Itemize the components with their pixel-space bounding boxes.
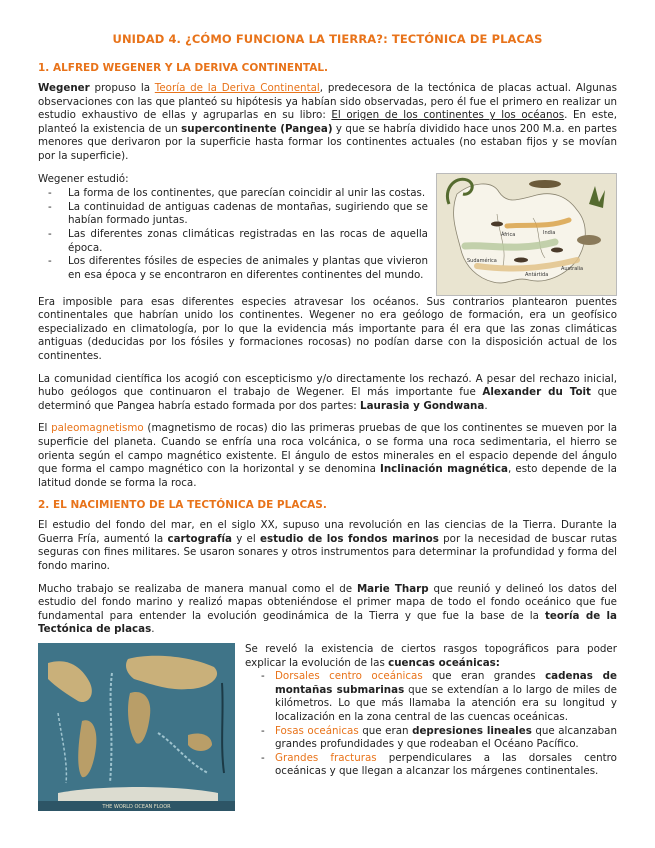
ridges-term: Dorsales centro oceánicas: [275, 670, 423, 683]
wegener-name: Wegener: [38, 82, 90, 94]
du-toit-paragraph: La comunidad científica los acogió con escepticismo y/o directamente los rechazó. A pesar del rechazo inicial, hubo geólogos que continuaron el trabajo de Wegener. El más importante fue Alexander du Toit que determinó que Pangea habría estado formada por dos partes: Laurasia y Gondwana.: [38, 372, 617, 412]
list-item: - Fosas oceánicas que eran depresiones lineales que alcanzaban grandes profundidades y que rodeaban el Océano Pacífico.: [245, 725, 617, 752]
paleomagnetism-term: paleomagnetismo: [51, 422, 144, 435]
map-caption: THE WORLD OCEAN FLOOR: [102, 804, 171, 811]
oceans-paragraph: Era imposible para esas diferentes especies atravesar los océanos. Sus contrarios plantearon puentes continentales que habrían unido los continentes. Wegener no era geólogo de formación, era un geofísico especializado en climatología, por lo que la evidencia más importante para él era que las zonas climáticas antiguas (deducidas por los fósiles y formaciones rocosas) no podían darse con la disposición actual de los continentes.: [38, 295, 617, 362]
label-africa: África: [501, 231, 516, 238]
paleomagnetism-paragraph: El paleomagnetismo (magnetismo de rocas) dio las primeras pruebas de que los continentes se mueven por la superficie del planeta. Cuando se enfría una roca volcánica, o se forma una roca sedimentaria, el hierro se orienta según el campo magnético existente. El ángulo de estos minerales en el espacio depende del ángulo que forma el campo magnético con la horizontal y se denomina Inclinación magnética, esto depende de la latitud donde se forma la roca.: [38, 422, 618, 489]
list-item: - La continuidad de antiguas cadenas de montañas, sugiriendo que se habían formado juntas.: [38, 201, 428, 228]
world-ocean-floor-map-image: [38, 643, 235, 811]
magnetic-inclination-term: Inclinación magnética: [380, 463, 508, 476]
trenches-term: Fosas oceánicas: [275, 724, 359, 737]
ocean-basins-term: cuencas oceánicas:: [388, 656, 500, 669]
list-item: - La forma de los continentes, que parecían coincidir al unir las costas.: [38, 187, 428, 201]
pangea-fossil-map-image: [436, 173, 617, 296]
unit-title: UNIDAD 4. ¿CÓMO FUNCIONA LA TIERRA?: TECTÓNICA DE PLACAS: [112, 32, 543, 46]
list-item: - Los diferentes fósiles de especies de animales y plantas que vivieron en esa época y se encontraron en diferentes continentes del mundo.: [38, 255, 428, 282]
du-toit-name: Alexander du Toit: [482, 386, 591, 399]
cartography-term: cartografía: [167, 532, 232, 545]
marie-tharp-name: Marie Tharp: [356, 582, 429, 595]
section-2-heading: 2. EL NACIMIENTO DE LA TECTÓNICA DE PLACAS.: [38, 499, 327, 512]
list-item: - Dorsales centro oceánicas que eran grandes cadenas de montañas submarinas que se extendían a lo largo de miles de kilómetros. Lo que más llamaba la atención era su longitud y localización en la zona central de las cuencas oceánicas.: [245, 670, 617, 724]
label-south-america: Sudamérica: [467, 257, 497, 264]
topography-intro: Se reveló la existencia de ciertos rasgos topográficos para poder explicar la evolución de las cuencas oceánicas:: [245, 643, 617, 669]
ocean-features-list: [245, 670, 617, 779]
label-australia: Australia: [561, 265, 584, 272]
section-1-heading: 1. ALFRED WEGENER Y LA DERIVA CONTINENTAL.: [38, 62, 329, 74]
tharp-paragraph: Mucho trabajo se realizaba de manera manual como el de Marie Tharp que reunió y delineó los datos del estudio del fondo marino y realizó mapas obteniéndose el primer mapa de todo el fondo oceánico que fue fundamental para entender la evolución geodinámica de la Tierra y que fue la base de la teoría de la Tectónica de placas.: [38, 582, 618, 636]
wegener-studies-block: [38, 173, 617, 296]
studied-intro: Wegener estudió:: [38, 172, 129, 185]
seafloor-paragraph: El estudio del fondo del mar, en el siglo XX, supuso una revolución en las ciencias de la Tierra. Durante la Guerra Fría, aumentó la cartografía y el estudio de los fondos marinos por la necesidad de buscar rutas seguras con fines militares. Se usaron sonares y otros instrumentos para determinar la profundidad y forma del fondo marino.: [38, 519, 617, 573]
label-antarctica: Antártida: [525, 271, 549, 278]
fractures-term: Grandes fracturas: [275, 751, 377, 764]
wegener-paragraph: Wegener propuso la Teoría de la Deriva Continental, predecesora de la tectónica de placas actual. Algunas observaciones con las que planteó su hipótesis ya habían sido observadas, pero él fue el primero en realizar un estudio exhaustivo de ellas y agruparlas en su libro: El origen de los continentes y los océanos. En este, planteó la existencia de un supercontinente (Pangea) y que se habría dividido hace unos 200 M.a. en partes menores que derivaron por la superficie hasta formar los continentes actuales (no estaban fijos y se movían por la superficie).: [38, 82, 618, 162]
continental-drift-theory: Teoría de la Deriva Continental: [154, 82, 320, 94]
laurasia-gondwana: Laurasia y Gondwana: [360, 399, 485, 412]
book-title: El origen de los continentes y los océanos: [331, 109, 565, 122]
ocean-features-block: [38, 643, 617, 811]
label-india: India: [543, 229, 556, 236]
supercontinent-term: supercontinente (Pangea): [181, 122, 333, 135]
seafloor-study-term: estudio de los fondos marinos: [259, 532, 439, 545]
list-item: - Las diferentes zonas climáticas registradas en las rocas de aquella época.: [38, 228, 428, 255]
plate-tectonics-term: teoría de la Tectónica de placas: [38, 609, 618, 636]
studied-list: [38, 187, 428, 282]
list-item: - Grandes fracturas perpendiculares a las dorsales centro oceánicas y que llegan a alcanzar los márgenes continentales.: [245, 752, 617, 779]
